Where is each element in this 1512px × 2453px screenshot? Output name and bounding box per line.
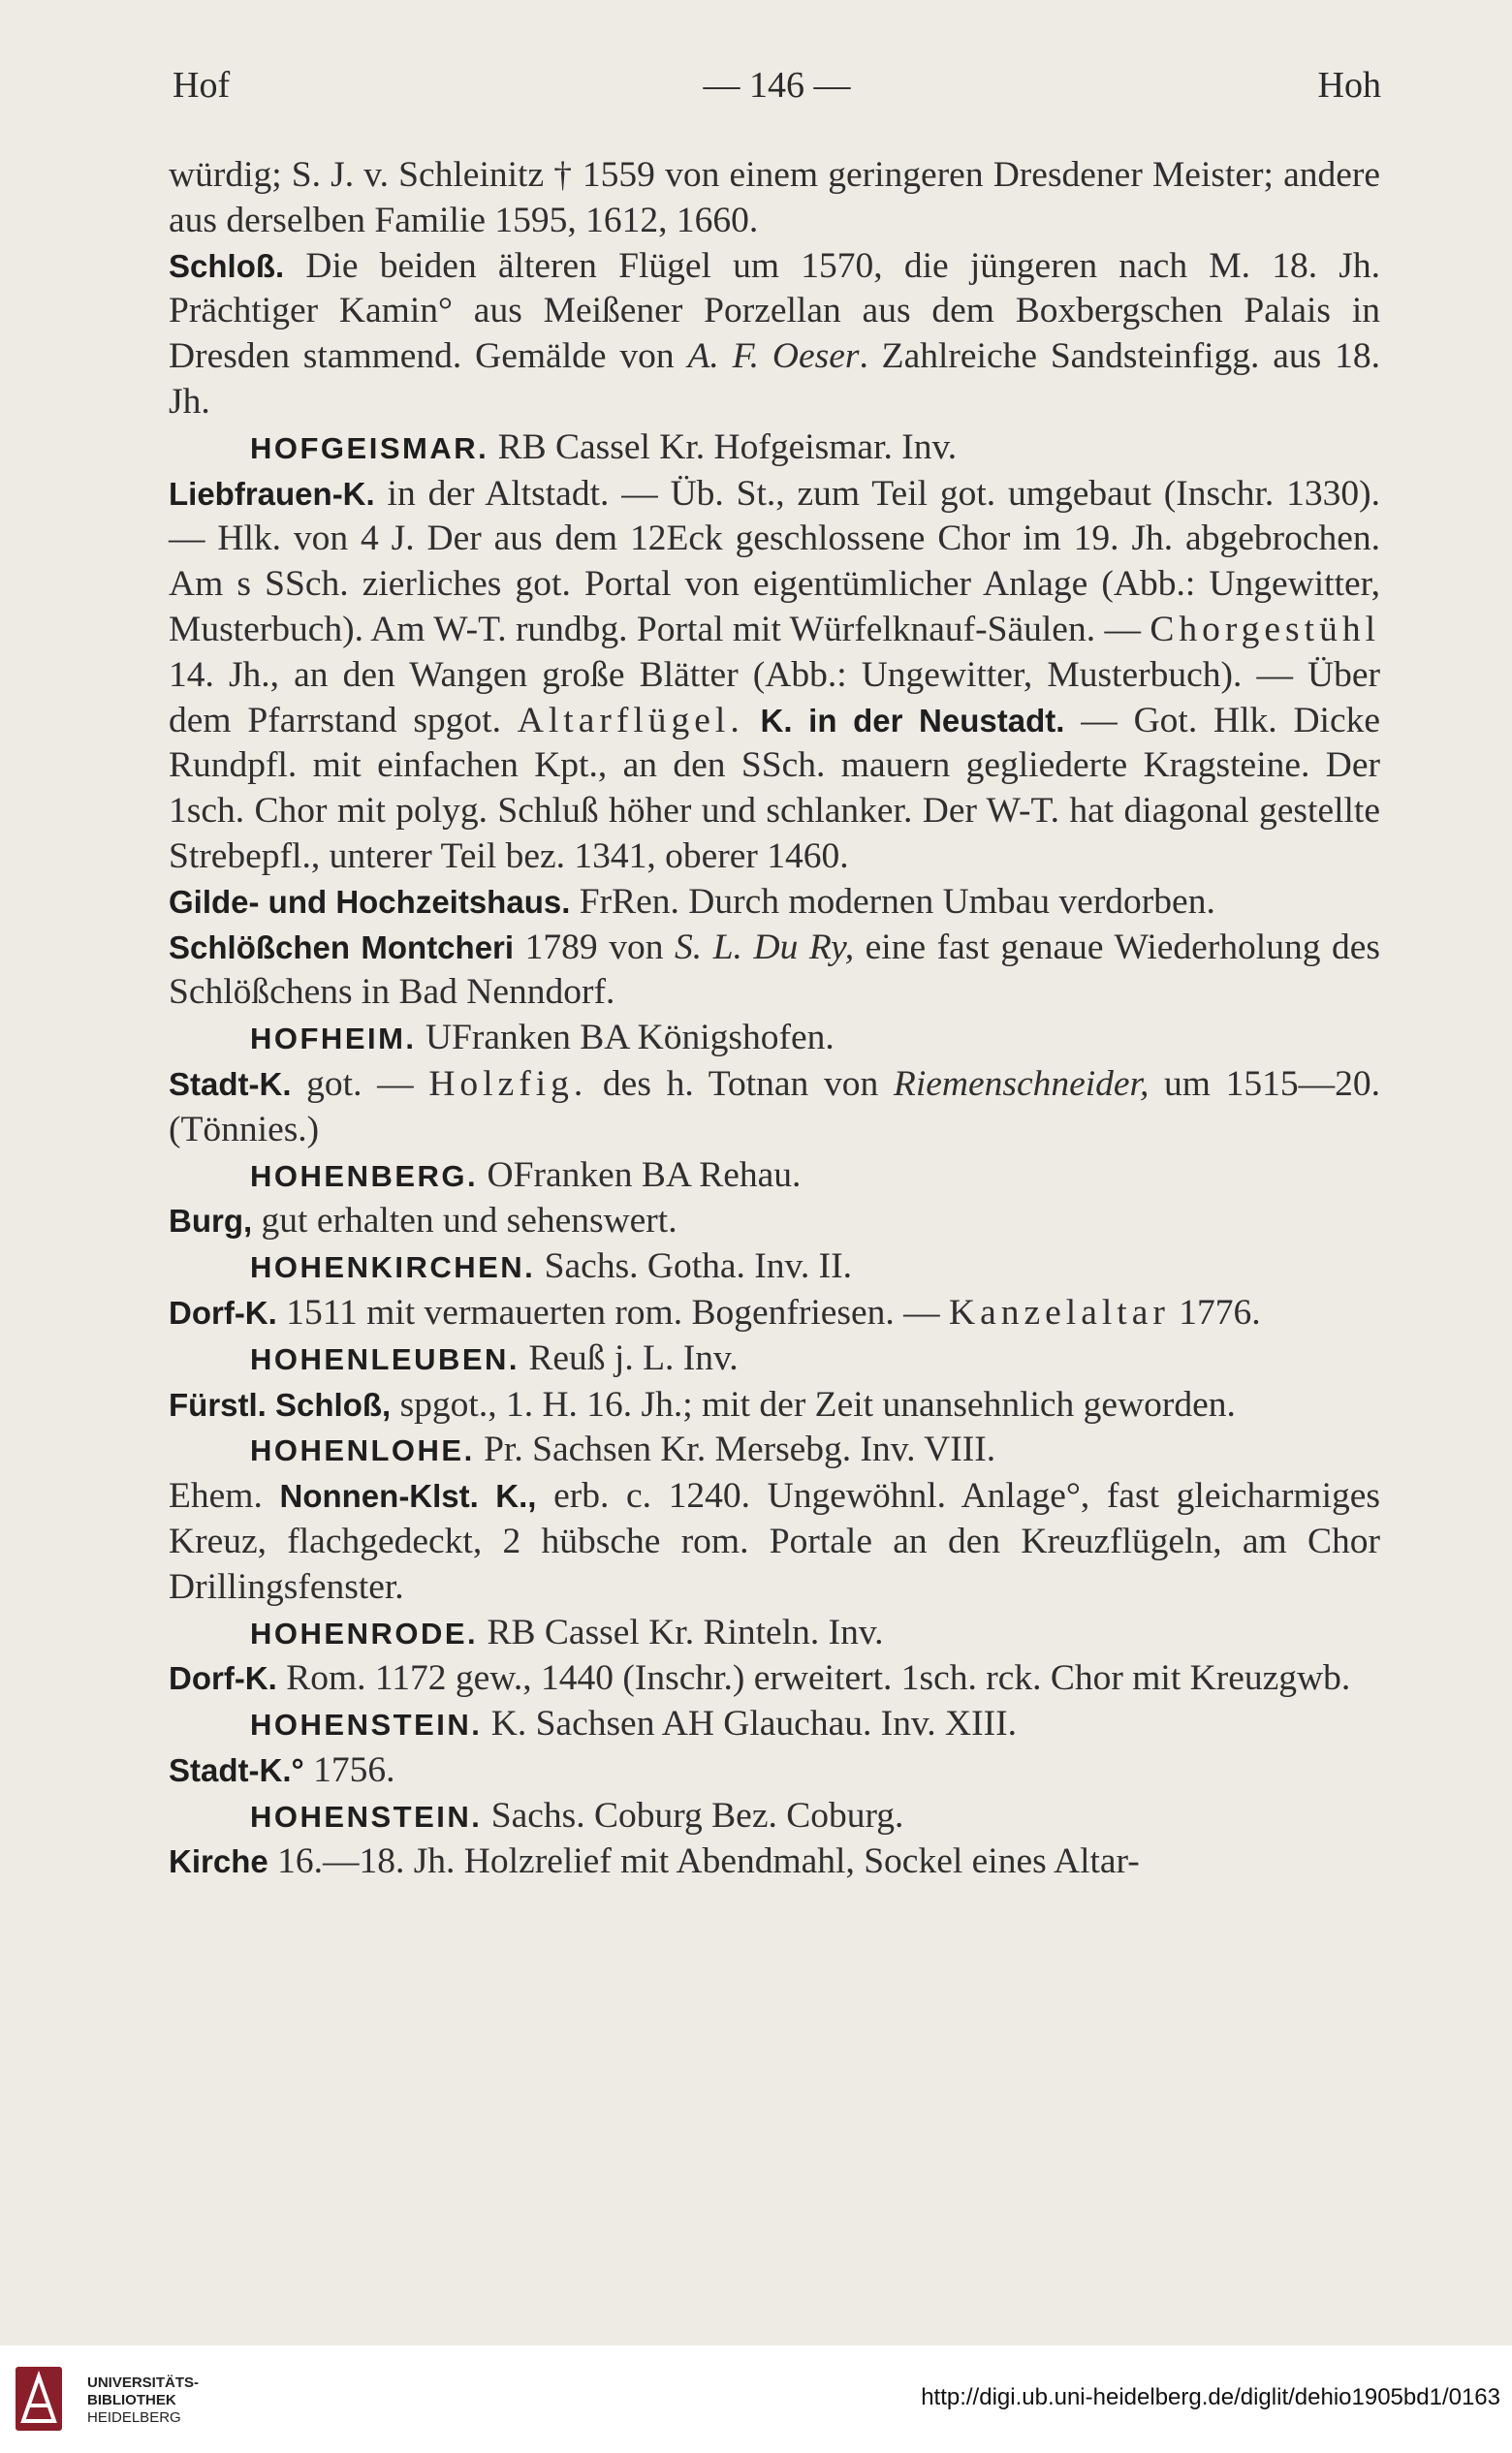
text-run: Ehem. (169, 1476, 280, 1517)
spaced-term: Chorgestühl (1150, 609, 1380, 649)
place-info: RB Cassel Kr. Rinteln. Inv. (478, 1612, 884, 1652)
place-heading (169, 425, 1380, 472)
place-name: HOFHEIM. (250, 1022, 417, 1056)
text-run: Rom. 1172 gew., 1440 (Inschr.) erweitert. 1sch. rck. Chor mit Kreuzgwb. (276, 1658, 1351, 1699)
entry-keyword: Burg, (169, 1203, 253, 1240)
header-right: Hoh (1317, 65, 1381, 106)
entry-keyword: Schlößchen Montcheri (169, 928, 515, 965)
place-name: HOHENSTEIN. (250, 1708, 483, 1743)
place-heading (169, 1337, 1380, 1383)
paragraph (169, 1291, 1380, 1337)
entry-keyword: Liebfrauen-K. (169, 475, 375, 512)
place-name: HOHENBERG. (250, 1158, 479, 1193)
place-info: UFranken BA Königshofen. (416, 1018, 835, 1058)
place-heading (169, 1244, 1380, 1291)
paragraph (169, 1840, 1380, 1885)
text-run: 1756. (303, 1749, 395, 1790)
text-run: in der Altstadt. — Üb. St., zum Teil got. umgebaut (Inschr. 1330). — Hlk. von 4 J. Der aus dem 12Eck geschlossene Chor im 19. Jh. abgebrochen. Am s SSch. zierliches got. Portal von eigentümlicher Anlage (Abb.: Ungewitter, Musterbuch). Am W-T. rundbg. Portal mit Würfelknauf-Säulen. — (169, 473, 1380, 649)
text-run: eine fast genaue Wiederholung des Schlößchens in Bad Nenndorf. (169, 927, 1380, 1013)
paragraph (169, 880, 1380, 926)
paragraph (169, 1474, 1380, 1610)
artist-name: S. L. Du Ry, (675, 927, 855, 967)
text-run: FrRen. Durch modernen Umbau verdorben. (570, 881, 1215, 922)
paragraph (169, 1748, 1380, 1794)
text-run: 1789 von (514, 927, 676, 967)
artist-name: A. F. Oeser (687, 336, 860, 377)
entry-keyword: Nonnen-Klst. K., (279, 1478, 537, 1515)
library-name-line: BIBLIOTHEK (87, 2392, 176, 2408)
paragraph (169, 1062, 1380, 1153)
entry-keyword: Stadt-K.° (169, 1751, 304, 1788)
place-heading (169, 1611, 1380, 1657)
text-run: got. — (291, 1063, 429, 1104)
text-run: Die beiden älteren Flügel um 1570, die jüngeren nach M. 18. Jh. Prächtiger Kamin° aus Meißener Porzellan aus dem Boxbergschen Palais in Dresden stammend. Gemälde von (169, 245, 1380, 377)
text-run: 14. Jh., an den Wangen große Blätter (Abb.: Ungewitter, Musterbuch). — Über dem Pfarrstand spgot. (169, 654, 1380, 740)
paragraph (169, 1656, 1380, 1702)
permalink-url[interactable]: http://digi.ub.uni-heidelberg.de/diglit/dehio1905bd1/0163 (921, 2384, 1500, 2410)
paragraph (169, 1199, 1380, 1244)
text-run: 16.—18. Jh. Holzrelief mit Abendmahl, Sockel eines Altar- (268, 1841, 1140, 1882)
place-name: HOHENRODE. (250, 1616, 479, 1651)
place-info: Sachs. Coburg Bez. Coburg. (482, 1795, 904, 1836)
place-info: RB Cassel Kr. Hofgeismar. Inv. (488, 426, 958, 467)
place-info: Reuß j. L. Inv. (520, 1337, 739, 1378)
spaced-term: Kanzelaltar (949, 1292, 1170, 1333)
entry-keyword: Kirche (169, 1843, 268, 1880)
place-info: Sachs. Gotha. Inv. II. (535, 1246, 852, 1287)
running-head (173, 64, 1381, 112)
text-run: gut erhalten und sehenswert. (252, 1201, 677, 1242)
place-heading (169, 1153, 1380, 1200)
place-heading (169, 1794, 1380, 1840)
place-info: K. Sachsen AH Glauchau. Inv. XIII. (482, 1704, 1017, 1745)
text-run: des h. Totnan von (587, 1063, 894, 1104)
page-number: — 146 — (703, 65, 851, 106)
place-heading (169, 1016, 1380, 1062)
library-name-line: HEIDELBERG (87, 2409, 181, 2426)
place-heading (169, 1428, 1380, 1474)
library-name-line: UNIVERSITÄTS- (87, 2374, 200, 2391)
text-run: erb. c. 1240. Ungewöhnl. Anlage°, fast gleicharmiges Kreuz, flachgedeckt, 2 hübsche rom. Portale an den Kreuzflügeln, am Chor Drillingsfenster. (169, 1476, 1380, 1607)
place-info: Pr. Sachsen Kr. Mersebg. Inv. VIII. (474, 1430, 996, 1470)
place-name: HOHENKIRCHEN. (250, 1250, 536, 1285)
paragraph (169, 926, 1380, 1017)
text-run: um 1515—20. (Tönnies.) (169, 1063, 1380, 1149)
place-name: HOHENSTEIN. (250, 1799, 483, 1834)
paragraph (169, 153, 1380, 244)
text-run: spgot., 1. H. 16. Jh.; mit der Zeit unansehnlich geworden. (391, 1384, 1236, 1425)
entry-keyword: Fürstl. Schloß, (169, 1386, 392, 1423)
artist-name: Riemenschneider, (893, 1063, 1150, 1104)
entry-keyword: Dorf-K. (169, 1660, 277, 1697)
paragraph (169, 244, 1380, 425)
entry-keyword: Gilde- und Hochzeitshaus. (169, 883, 571, 920)
entry-keyword: Dorf-K. (169, 1294, 277, 1331)
spaced-term: Holzfig. (428, 1063, 588, 1104)
place-heading (169, 1702, 1380, 1748)
place-name: HOHENLEUBEN. (250, 1341, 520, 1376)
library-name (87, 2374, 199, 2427)
text-run: 1776. (1169, 1292, 1261, 1333)
body-text (169, 153, 1380, 1885)
text-run: 1511 mit vermauerten rom. Bogenfriesen. — (276, 1292, 950, 1333)
place-name: HOHENLOHE. (250, 1433, 475, 1468)
entry-keyword: Stadt-K. (169, 1065, 292, 1102)
entry-keyword: K. in der Neustadt. (760, 702, 1065, 739)
entry-keyword: Schloß. (169, 247, 285, 284)
place-name: HOFGEISMAR. (250, 430, 489, 465)
paragraph (169, 1383, 1380, 1429)
paragraph (169, 472, 1380, 880)
viewer-footer (0, 2345, 1512, 2453)
header-left: Hof (173, 65, 231, 106)
text-run: — Got. Hlk. Dicke Rundpfl. mit einfachen Kpt., an den SSch. mauern gegliederte Kragsteine. Der 1sch. Chor mit polyg. Schluß höher und schlanker. Der W-T. hat diagonal gestellte Strebepfl., unterer Teil bez. 1341, oberer 1460. (169, 700, 1381, 876)
text-run: . Zahlreiche Sandsteinfigg. aus 18. Jh. (169, 336, 1380, 422)
university-seal-icon (14, 2365, 64, 2433)
spaced-term: Altarflügel. (517, 700, 744, 740)
place-info: OFranken BA Rehau. (478, 1154, 802, 1195)
text-run: würdig; S. J. v. Schleinitz † 1559 von einem geringeren Dresdener Meister; andere aus derselben Familie 1595, 1612, 1660. (169, 155, 1380, 240)
